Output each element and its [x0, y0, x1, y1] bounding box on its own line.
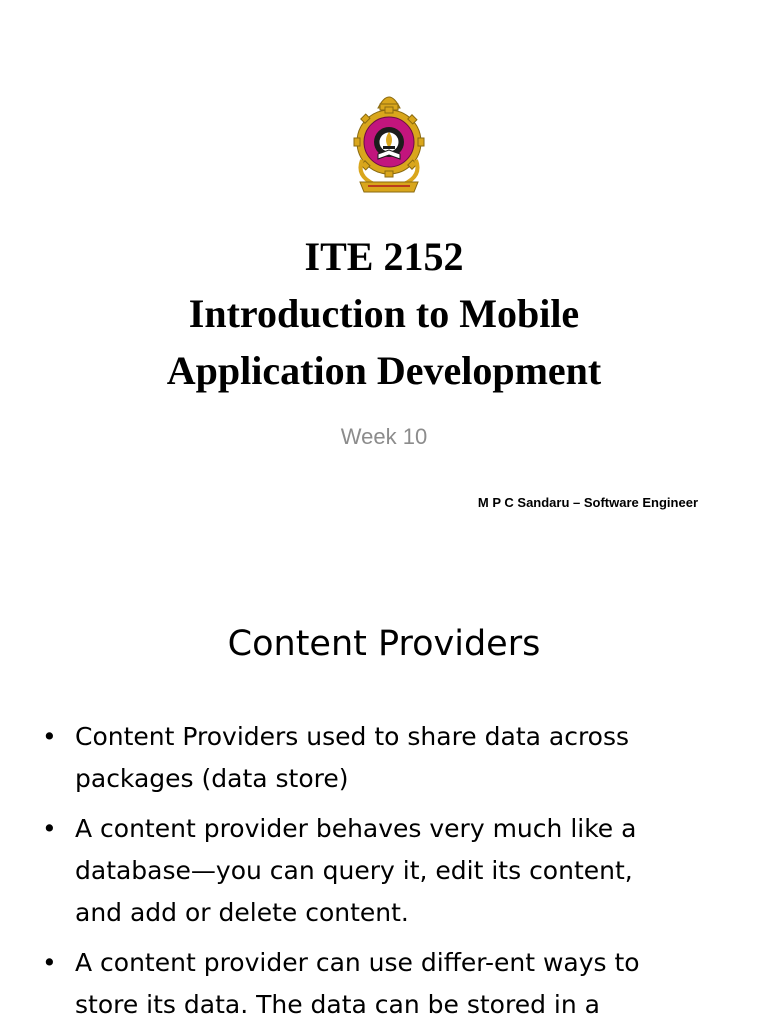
bullet-icon: •	[42, 722, 57, 751]
bullet-icon: •	[42, 814, 57, 843]
bullet-line: store its data. The data can be stored in a	[75, 990, 600, 1019]
slide-title: Content Providers	[227, 624, 541, 664]
author-credit: M P C Sandaru – Software Engineer	[477, 495, 698, 510]
university-emblem-icon	[348, 88, 430, 196]
bullet-item-3	[40, 942, 740, 1026]
bullet-icon: •	[42, 948, 57, 977]
bullet-line: Content Providers used to share data across	[75, 722, 630, 751]
bullet-line: A content provider can use differ-ent ways to	[75, 948, 640, 977]
bullet-line: A content provider behaves very much like a	[75, 814, 637, 843]
bullet-line: packages (data store)	[75, 764, 349, 793]
bullet-item-2	[40, 808, 740, 934]
content-slide	[0, 576, 768, 1024]
bullet-item-1	[40, 716, 740, 800]
week-subtitle: Week 10	[340, 424, 428, 449]
course-name-line-2: Application Development	[166, 348, 602, 393]
bullet-line: database—you can query it, edit its content,	[75, 856, 633, 885]
bullet-list	[40, 716, 740, 1034]
course-code: ITE 2152	[304, 234, 464, 279]
bullet-line: and add or delete content.	[75, 898, 409, 927]
course-title	[0, 228, 768, 399]
course-name-line-1: Introduction to Mobile	[188, 291, 580, 336]
